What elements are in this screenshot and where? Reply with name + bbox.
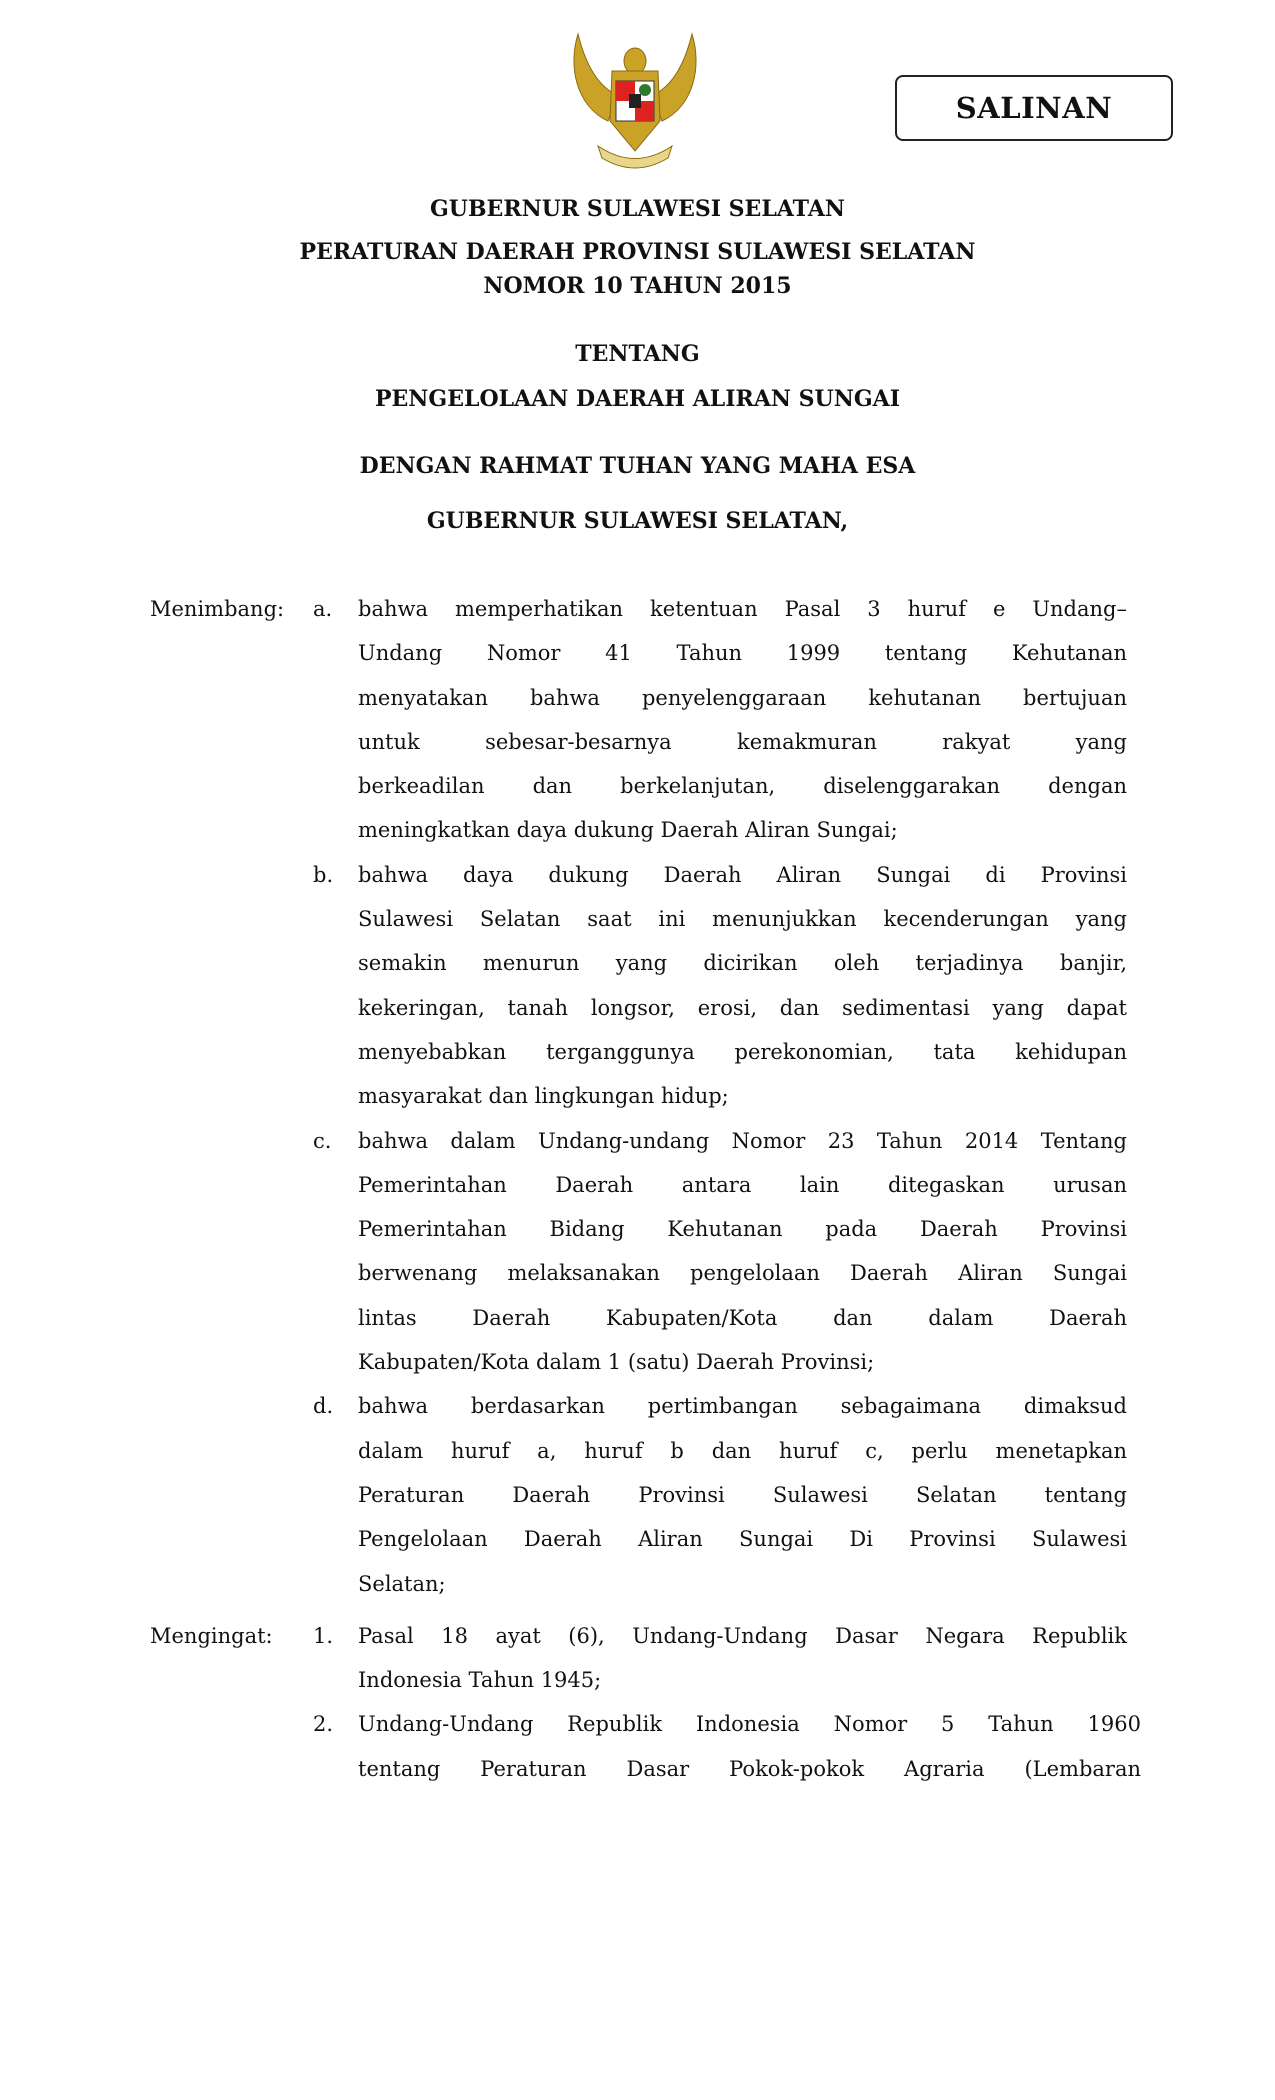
text-line: bahwa berdasarkan pertimbangan sebagaimana dimaksud [358, 1394, 1127, 1419]
text-line: Peraturan Daerah Provinsi Sulawesi Selatan tentang [358, 1482, 1127, 1507]
text-line: bahwa memperhatikan ketentuan Pasal 3 huruf e Undang– [358, 597, 1127, 621]
text-line: kekeringan, tanah longsor, erosi, dan sedimentasi yang dapat [358, 995, 1127, 1020]
text-line: semakin menurun yang dicirikan oleh terjadinya banjir, [358, 951, 1127, 976]
text-line: Sulawesi Selatan saat ini menunjukkan kecenderungan yang [358, 907, 1127, 932]
garuda-emblem-icon [568, 26, 702, 178]
text-line: masyarakat dan lingkungan hidup; [358, 1084, 729, 1109]
text-line: Pengelolaan Daerah Aliran Sungai Di Provinsi Sulawesi [358, 1527, 1127, 1552]
mengingat-item [150, 1614, 1150, 1703]
item-marker: b. [313, 862, 334, 887]
text-line: Undang-Undang Republik Indonesia Nomor 5 Tahun 1960 [358, 1712, 1141, 1737]
mengingat-item [150, 1702, 1150, 1791]
mengingat-section [150, 1614, 1150, 1791]
text-line: untuk sebesar-besarnya kemakmuran rakyat yang [358, 729, 1127, 754]
menimbang-item [150, 1119, 1150, 1385]
menimbang-item [150, 587, 1150, 853]
preamble-invocation: DENGAN RAHMAT TUHAN YANG MAHA ESA [359, 453, 916, 479]
text-line: berwenang melaksanakan pengelolaan Daerah Aliran Sungai [358, 1261, 1127, 1286]
text-line: berkeadilan dan berkelanjutan, diselenggarakan dengan [358, 774, 1127, 799]
text-line: menyatakan bahwa penyelenggaraan kehutanan bertujuan [358, 685, 1127, 710]
menimbang-item [150, 853, 1150, 1119]
item-marker: 2. [313, 1712, 334, 1737]
salinan-stamp: SALINAN [895, 75, 1173, 141]
regulation-title: PERATURAN DAERAH PROVINSI SULAWESI SELATAN [299, 239, 976, 265]
issuer-title: GUBERNUR SULAWESI SELATAN [429, 196, 846, 222]
menimbang-item [150, 1384, 1150, 1605]
text-line: Pemerintahan Bidang Kehutanan pada Daerah Provinsi [358, 1217, 1127, 1242]
item-marker: c. [313, 1128, 332, 1153]
text-line: Kabupaten/Kota dalam 1 (satu) Daerah Provinsi; [358, 1350, 875, 1375]
menimbang-label: Menimbang: [150, 597, 285, 621]
issuer-signature-heading: GUBERNUR SULAWESI SELATAN, [426, 508, 849, 534]
item-marker: a. [313, 597, 333, 621]
mengingat-label: Mengingat: [150, 1623, 273, 1648]
text-line: Pemerintahan Daerah antara lain ditegaskan urusan [358, 1172, 1127, 1197]
item-marker: d. [313, 1394, 334, 1419]
text-line: Selatan; [358, 1571, 446, 1596]
text-line: bahwa dalam Undang-undang Nomor 23 Tahun 2014 Tentang [358, 1128, 1127, 1153]
text-line: Undang Nomor 41 Tahun 1999 tentang Kehutanan [358, 641, 1127, 666]
text-line: dalam huruf a, huruf b dan huruf c, perlu menetapkan [358, 1438, 1127, 1463]
item-marker: 1. [313, 1623, 334, 1648]
tentang-heading: TENTANG [575, 341, 700, 367]
regulation-subject: PENGELOLAAN DAERAH ALIRAN SUNGAI [375, 386, 900, 412]
text-line: menyebabkan terganggunya perekonomian, tata kehidupan [358, 1039, 1127, 1064]
text-line: bahwa daya dukung Daerah Aliran Sungai di Provinsi [358, 862, 1127, 887]
text-line: tentang Peraturan Dasar Pokok-pokok Agraria (Lembaran [358, 1756, 1141, 1781]
text-line: lintas Daerah Kabupaten/Kota dan dalam Daerah [358, 1305, 1127, 1330]
menimbang-section [150, 587, 1150, 1606]
text-line: Indonesia Tahun 1945; [358, 1668, 602, 1693]
text-line: meningkatkan daya dukung Daerah Aliran Sungai; [358, 818, 898, 843]
text-line: Pasal 18 ayat (6), Undang-Undang Dasar Negara Republik [358, 1623, 1127, 1648]
document-body [150, 587, 1150, 1791]
regulation-number: NOMOR 10 TAHUN 2015 [483, 273, 792, 299]
